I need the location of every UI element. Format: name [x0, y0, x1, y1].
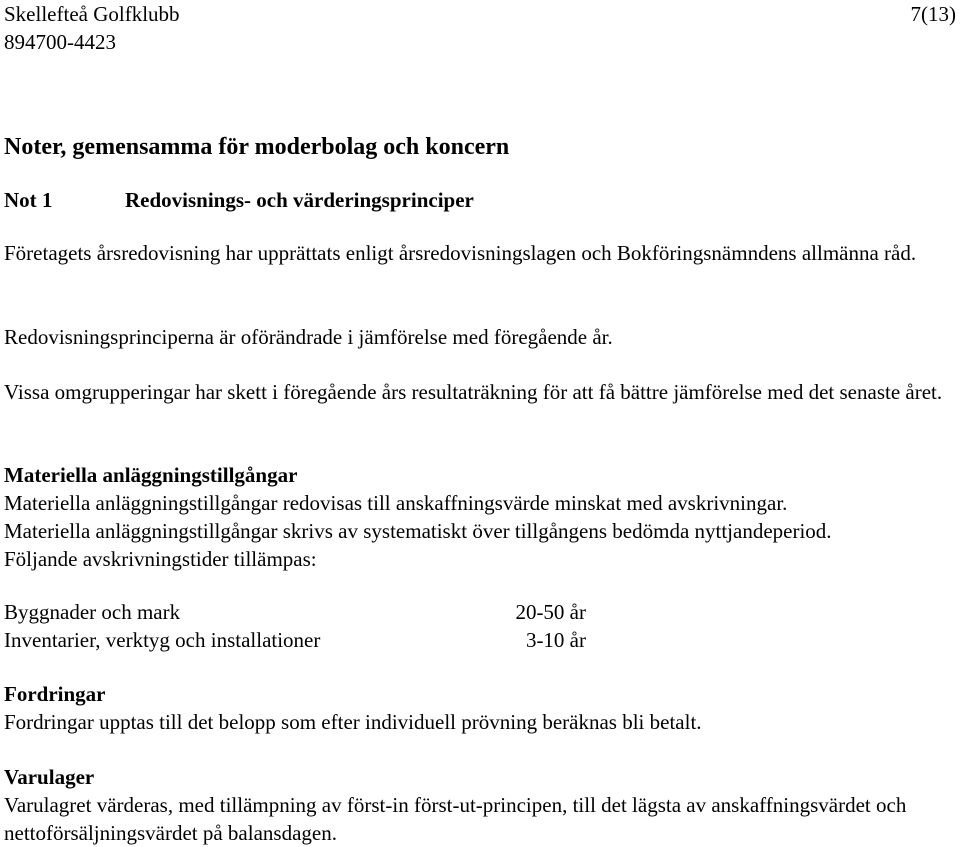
table-row	[4, 626, 604, 654]
table-row	[4, 598, 604, 626]
depreciation-label: Inventarier, verktyg och installationer	[4, 628, 321, 652]
document-page	[4, 0, 956, 844]
organization-number: 894700-4423	[4, 30, 116, 54]
section-body-receivables: Fordringar upptas till det belopp som efter individuell prövning beräknas bli betalt.	[4, 710, 702, 734]
depreciation-label: Byggnader och mark	[4, 600, 181, 624]
section-body-inventory: Varulagret värderas, med tillämpning av först-in först-ut-principen, till det lägsta av anskaffningsvärdet och nettoförsäljningsvärdet på balansdagen.	[4, 793, 907, 845]
paragraph-reclassifications: Vissa omgrupperingar har skett i föregående års resultaträkning för att få bättre jämförelse med det senaste året.	[4, 380, 943, 404]
page-number: 7(13)	[910, 2, 956, 26]
section-body-fixed-assets	[4, 489, 944, 573]
note-number: Not 1	[4, 188, 53, 212]
section-title-receivables: Fordringar	[4, 682, 106, 706]
fixed-assets-line: Materiella anläggningstillgångar skrivs av systematiskt över tillgångens bedömda nyttjandeperiod.	[4, 519, 832, 543]
fixed-assets-line: Materiella anläggningstillgångar redovisas till anskaffningsvärde minskat med avskrivningar.	[4, 491, 788, 515]
page-title: Noter, gemensamma för moderbolag och koncern	[4, 134, 510, 160]
fixed-assets-line: Följande avskrivningstider tillämpas:	[4, 547, 317, 571]
paragraph-principles-unchanged: Redovisningsprinciperna är oförändrade i jämförelse med föregående år.	[4, 325, 613, 349]
depreciation-table	[4, 598, 604, 654]
page-header	[4, 0, 956, 56]
section-title-fixed-assets: Materiella anläggningstillgångar	[4, 463, 298, 487]
organization-name: Skellefteå Golfklubb	[4, 2, 180, 26]
depreciation-period: 3-10 år	[525, 628, 586, 652]
section-title-inventory: Varulager	[4, 765, 95, 789]
note-title: Redovisnings- och värderingsprinciper	[125, 188, 474, 212]
paragraph-accounting-basis: Företagets årsredovisning har upprättats enligt årsredovisningslagen och Bokföringsnämndens allmänna råd.	[4, 241, 917, 265]
depreciation-period: 20-50 år	[515, 600, 586, 624]
